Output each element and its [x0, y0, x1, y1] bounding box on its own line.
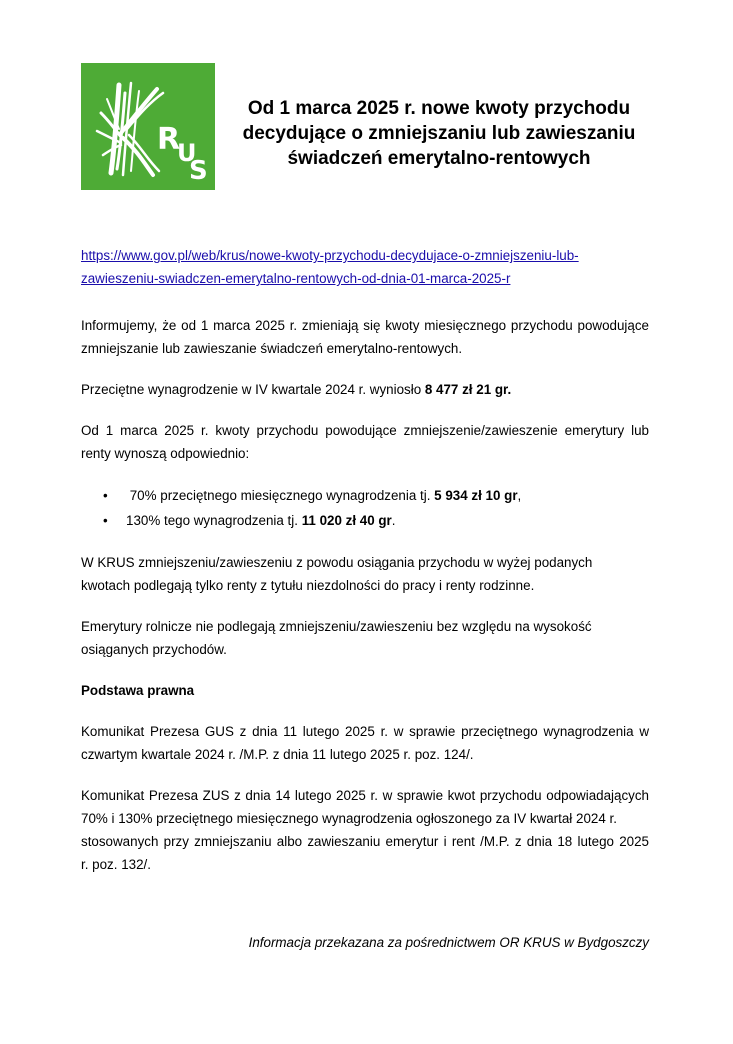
intro-line-2: zmniejszanie lub zawieszanie świadczeń emerytalno-rentowych. — [81, 341, 463, 356]
average-wage-paragraph — [81, 378, 649, 401]
thresholds-intro-paragraph — [81, 419, 649, 465]
bullet-text: 130% tego wynagrodzenia tj. — [126, 513, 302, 528]
thresholds-intro-line-1: Od 1 marca 2025 r. kwoty przychodu powodujące zmniejszenie/zawieszenie emerytury lub — [81, 423, 649, 438]
title-line-2: decydujące o zmniejszaniu lub zawieszaniu — [242, 123, 636, 144]
source-link-block — [81, 244, 649, 290]
krus-logo-icon — [81, 63, 215, 190]
gus-line-1: Komunikat Prezesa GUS z dnia 11 lutego 2025 r. w sprawie przeciętnego wynagrodzenia w — [81, 724, 649, 739]
bullet-icon: • — [103, 488, 108, 503]
gus-paragraph — [81, 720, 649, 766]
svg-text:U: U — [177, 139, 197, 167]
retirement-line-1: Emerytury rolnicze nie podlegają zmniejszeniu/zawieszeniu bez względu na wysokość — [81, 619, 592, 634]
average-wage-amount: 8 477 zł 21 gr. — [424, 382, 512, 397]
title-line-1: Od 1 marca 2025 r. nowe kwoty przychodu — [247, 98, 631, 119]
thresholds-intro-line-2: renty wynoszą odpowiednio: — [81, 446, 250, 461]
bullet-amount: 5 934 zł 10 gr — [434, 488, 518, 503]
zus-paragraph — [81, 784, 649, 876]
bullet-suffix: , — [517, 488, 522, 503]
title-line-3: świadczeń emerytalno-rentowych — [287, 148, 591, 169]
krus-paragraph — [81, 551, 649, 597]
retirement-line-2: osiąganych przychodów. — [81, 642, 227, 657]
zus-line-4: r. poz. 132/. — [81, 857, 151, 872]
bullet-icon: • — [103, 513, 108, 528]
document-body — [81, 244, 649, 894]
list-item — [81, 483, 649, 508]
krus-logo — [81, 63, 215, 190]
krus-line-1: W KRUS zmniejszeniu/zawieszeniu z powodu osiągania przychodu w wyżej podanych — [81, 555, 593, 570]
source-link-line-2[interactable]: zawieszeniu-swiadczen-emerytalno-rentowych-od-dnia-01-marca-2025-r — [81, 271, 511, 286]
svg-text:R: R — [157, 122, 181, 157]
bullet-amount: 11 020 zł 40 gr — [301, 513, 392, 528]
footer-note: Informacja przekazana za pośrednictwem OR KRUS w Bydgoszczy — [248, 935, 649, 950]
source-link-line-1[interactable]: https://www.gov.pl/web/krus/nowe-kwoty-przychodu-decydujace-o-zmniejszeniu-lub- — [81, 248, 579, 263]
gus-line-2: czwartym kwartale 2024 r. /M.P. z dnia 11 lutego 2025 r. poz. 124/. — [81, 747, 474, 762]
intro-paragraph — [81, 314, 649, 360]
zus-line-1: Komunikat Prezesa ZUS z dnia 14 lutego 2025 r. w sprawie kwot przychodu odpowiadających — [81, 788, 649, 803]
svg-text:S: S — [189, 156, 208, 186]
legal-basis-heading: Podstawa prawna — [81, 683, 195, 698]
thresholds-list — [81, 483, 649, 533]
bullet-suffix: . — [391, 513, 396, 528]
bullet-text: 70% przeciętnego miesięcznego wynagrodzenia tj. — [126, 488, 435, 503]
zus-line-2: 70% i 130% przeciętnego miesięcznego wynagrodzenia ogłoszonego za IV kwartał 2024 r. — [81, 811, 617, 826]
document-title — [228, 96, 650, 171]
intro-line-1: Informujemy, że od 1 marca 2025 r. zmieniają się kwoty miesięcznego przychodu powodujące — [81, 318, 649, 333]
krus-line-2: kwotach podlegają tylko renty z tytułu niezdolności do pracy i renty rodzinne. — [81, 578, 535, 593]
zus-line-3: stosowanych przy zmniejszaniu albo zawieszaniu emerytur i rent /M.P. z dnia 18 lutego 2025 — [81, 834, 649, 849]
average-wage-text: Przeciętne wynagrodzenie w IV kwartale 2024 r. wyniosło — [81, 382, 425, 397]
retirement-paragraph — [81, 615, 649, 661]
list-item — [81, 508, 649, 533]
